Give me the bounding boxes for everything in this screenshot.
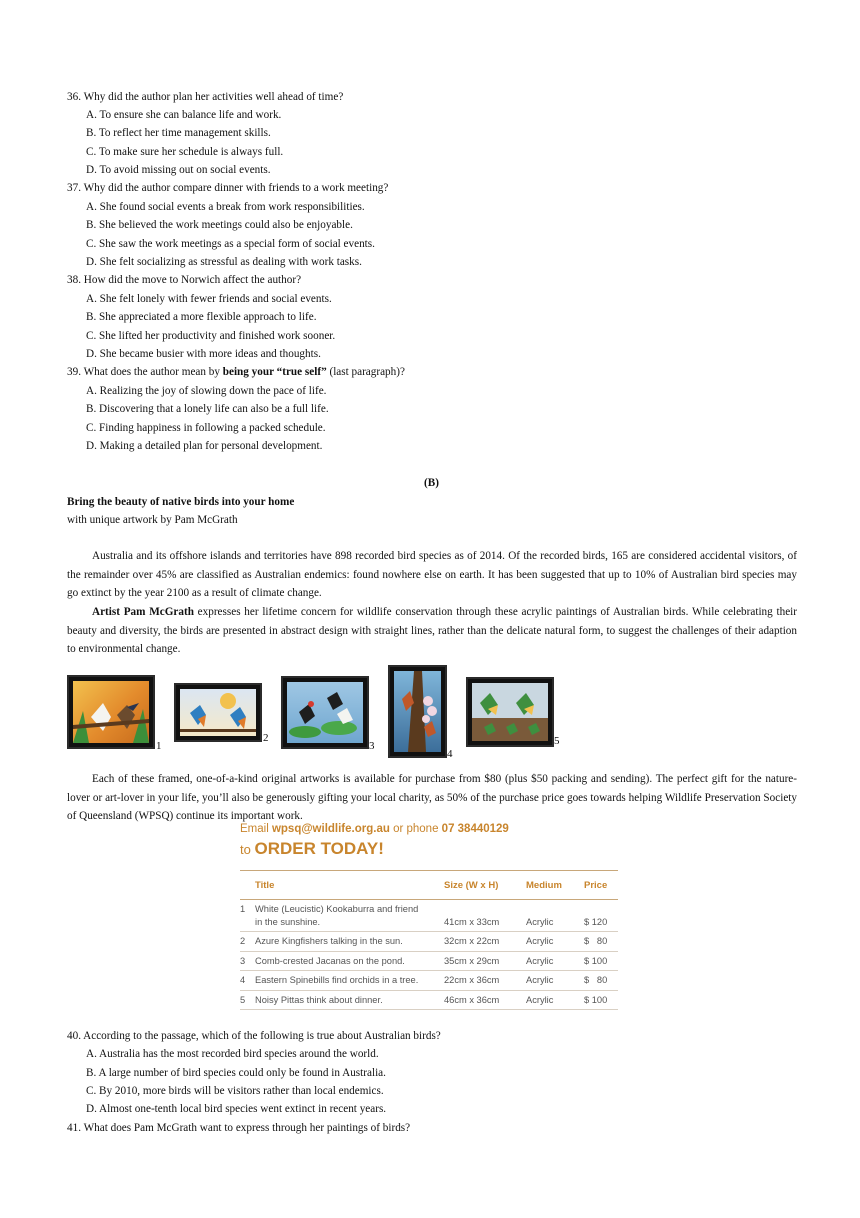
order-phone: 07 38440129 (441, 823, 509, 835)
painting-pittas (466, 677, 554, 747)
answer-option: D. She felt socializing as stressful as dealing with work tasks. (86, 256, 362, 268)
answer-option: C. By 2010, more birds will be visitors rather than local endemics. (86, 1085, 384, 1097)
table-row (240, 971, 618, 991)
order-text: Email (240, 823, 272, 835)
table-header-price: Price (584, 871, 618, 900)
row-medium: Acrylic (526, 932, 584, 952)
painting-number: 2 (263, 732, 269, 744)
row-title: Noisy Pittas think about dinner. (255, 990, 444, 1010)
painting-number: 3 (369, 740, 375, 752)
stem-text: (last paragraph)? (326, 366, 405, 378)
row-price: $ 80 (584, 932, 618, 952)
row-number: 4 (240, 971, 255, 991)
row-title: Eastern Spinebills find orchids in a tree. (255, 971, 444, 991)
table-header-row (240, 871, 618, 900)
row-price: $ 100 (584, 951, 618, 971)
question-stem (67, 365, 405, 379)
row-title (255, 900, 444, 932)
row-title: Azure Kingfishers talking in the sun. (255, 932, 444, 952)
painting-number: 4 (447, 748, 453, 760)
painting-number: 1 (156, 740, 162, 752)
row-size: 35cm x 29cm (444, 951, 526, 971)
row-title-line: in the sunshine. (255, 916, 321, 927)
row-medium: Acrylic (526, 900, 584, 932)
question-stem: 41. What does Pam McGrath want to express through her paintings of birds? (67, 1122, 411, 1134)
row-title-line: White (Leucistic) Kookaburra and friend (255, 904, 419, 914)
row-price: $ 100 (584, 990, 618, 1010)
row-medium: Acrylic (526, 951, 584, 971)
row-price: $ 80 (584, 971, 618, 991)
order-contact (240, 822, 618, 837)
order-text: to (240, 842, 255, 857)
painting-kookaburra (67, 675, 155, 749)
table-row (240, 951, 618, 971)
paragraph-purchase: Each of these framed, one-of-a-kind original artworks is available for purchase from $80 (plus $50 packing and sending). The perfect gift for the nature-lover or art-lover in your life, you’ll also be generously gifting your local charity, as 50% of the purchase price goes towards helping Wildlife Preservation Society of Queensland (WPSQ) continue its important work. (67, 773, 797, 823)
row-medium: Acrylic (526, 971, 584, 991)
row-size: 22cm x 36cm (444, 971, 526, 991)
table-row (240, 900, 618, 932)
order-email: wpsq@wildlife.org.au (271, 823, 390, 835)
answer-option: A. Realizing the joy of slowing down the pace of life. (86, 385, 327, 397)
row-number: 5 (240, 990, 255, 1010)
question-stem: 37. Why did the author compare dinner with friends to a work meeting? (67, 182, 389, 194)
row-price: $ 120 (584, 900, 618, 932)
paragraph-birds: Australia and its offshore islands and territories have 898 recorded bird species as of 2014. Of the recorded birds, 165 are considered accidental visitors, of the remainder over 45% are classified as Australian endemics: found nowhere else on earth. It has been suggested that up to 10% of Australian bird species may go extinct by the year 2100 as a result of climate change. (67, 550, 797, 600)
answer-option: B. A large number of bird species could only be found in Australia. (86, 1067, 386, 1079)
answer-option: B. To reflect her time management skills. (86, 127, 271, 139)
section-heading: Bring the beauty of native birds into your home (67, 496, 295, 508)
section-label: (B) (424, 477, 439, 489)
row-number: 2 (240, 932, 255, 952)
table-row (240, 932, 618, 952)
painting-jacanas (281, 676, 369, 749)
order-text: or phone (389, 823, 442, 835)
answer-option: D. To avoid missing out on social events. (86, 164, 271, 176)
stem-text: 39. What does the author mean by (67, 366, 223, 378)
answer-option: D. She became busier with more ideas and thoughts. (86, 348, 321, 360)
price-table (240, 870, 618, 1010)
table-header-number (240, 871, 255, 900)
row-size: 32cm x 22cm (444, 932, 526, 952)
painting-spinebills (388, 665, 447, 758)
answer-option: B. She believed the work meetings could also be enjoyable. (86, 219, 353, 231)
row-size: 46cm x 36cm (444, 990, 526, 1010)
answer-option: C. She saw the work meetings as a special form of social events. (86, 238, 375, 250)
table-header-title: Title (255, 871, 444, 900)
painting-kingfishers (174, 683, 262, 742)
order-cta-text: ORDER TODAY! (254, 839, 384, 858)
painting-number: 5 (554, 735, 560, 747)
row-number: 3 (240, 951, 255, 971)
question-stem: 36. Why did the author plan her activities well ahead of time? (67, 91, 344, 103)
answer-option: C. To make sure her schedule is always full. (86, 146, 284, 158)
answer-option: A. To ensure she can balance life and work. (86, 109, 282, 121)
answer-option: C. Finding happiness in following a packed schedule. (86, 422, 326, 434)
answer-option: D. Almost one-tenth local bird species went extinct in recent years. (86, 1103, 387, 1115)
row-size: 41cm x 33cm (444, 900, 526, 932)
paragraph-artist (67, 603, 797, 659)
order-cta (240, 837, 618, 862)
answer-option: D. Making a detailed plan for personal development. (86, 440, 323, 452)
row-title: Comb-crested Jacanas on the pond. (255, 951, 444, 971)
artist-name: Artist Pam McGrath (92, 606, 194, 618)
table-header-medium: Medium (526, 871, 584, 900)
table-header-size: Size (W x H) (444, 871, 526, 900)
question-stem: 38. How did the move to Norwich affect the author? (67, 274, 302, 286)
answer-option: C. She lifted her productivity and finished work sooner. (86, 330, 336, 342)
stem-bold-text: being your “true self” (222, 366, 327, 378)
answer-option: B. Discovering that a lonely life can also be a full life. (86, 403, 329, 415)
table-row (240, 990, 618, 1010)
answer-option: A. She found social events a break from work responsibilities. (86, 201, 365, 213)
paragraph-text: expresses her lifetime concern for wildlife conservation through these acrylic paintings of Australian birds. While celebrating their beauty and diversity, the birds are presented in abstract design with straight lines, rather than the delicate natural form, to suggest the challenges of their adaption to environmental change. (67, 606, 797, 656)
row-number: 1 (240, 900, 255, 932)
answer-option: A. Australia has the most recorded bird species around the world. (86, 1048, 379, 1060)
question-stem: 40. According to the passage, which of the following is true about Australian birds? (67, 1030, 441, 1042)
answer-option: A. She felt lonely with fewer friends and social events. (86, 293, 332, 305)
order-info (240, 822, 618, 862)
answer-option: B. She appreciated a more flexible approach to life. (86, 311, 317, 323)
row-medium: Acrylic (526, 990, 584, 1010)
section-subheading: with unique artwork by Pam McGrath (67, 514, 238, 526)
